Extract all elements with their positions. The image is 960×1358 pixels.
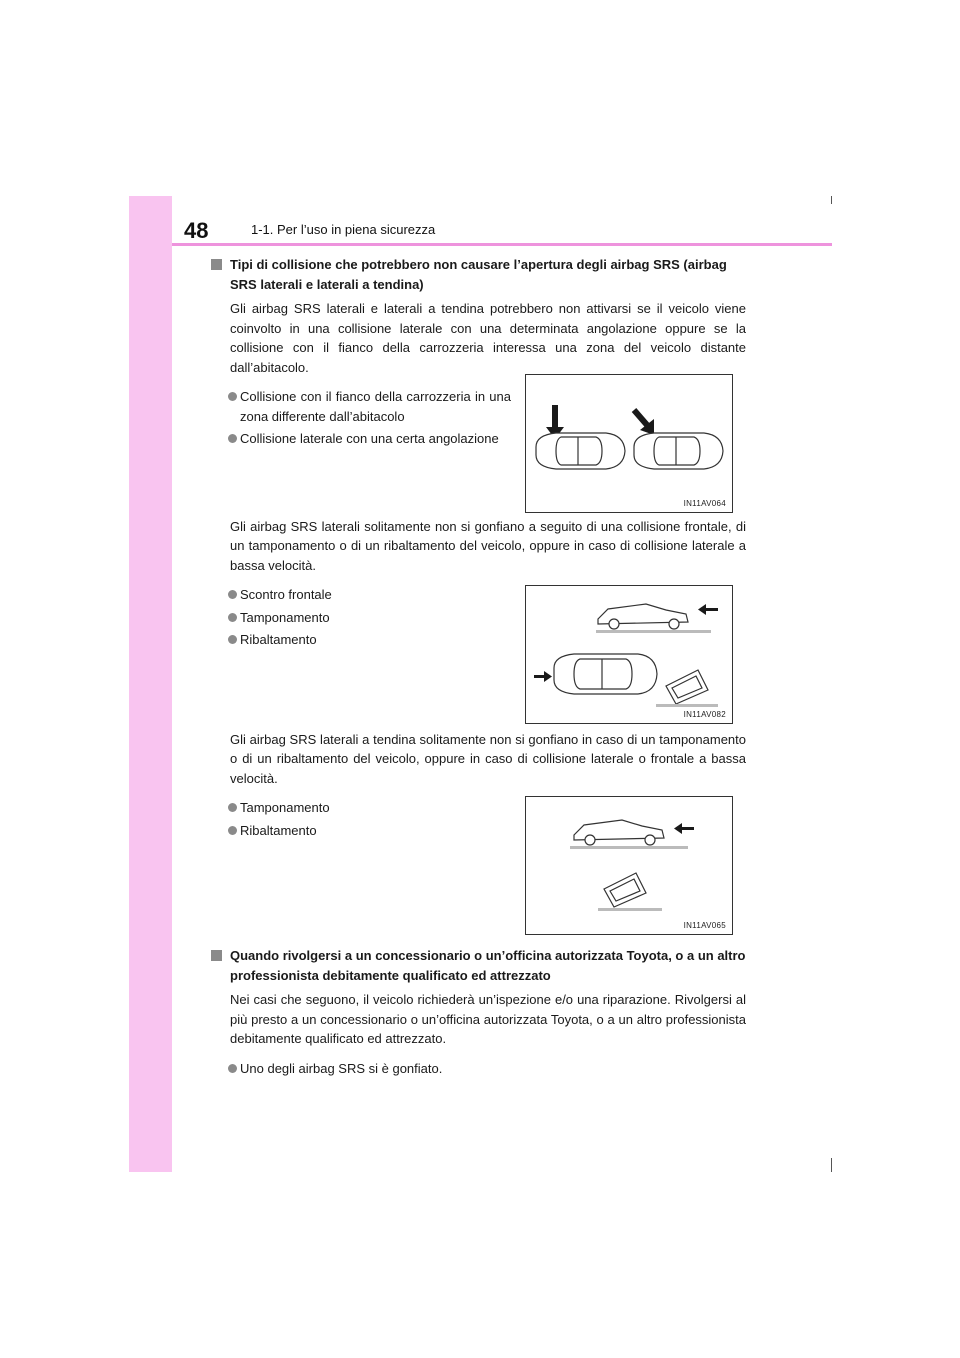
figure-frontal-rear-rollover: [525, 585, 733, 724]
side-collision-illustration: [526, 375, 732, 512]
ground-line: [598, 908, 662, 911]
list-item: Uno degli airbag SRS si è gonfiato.: [211, 1059, 746, 1079]
crop-mark: [831, 196, 832, 204]
bullet-list: [211, 798, 511, 840]
figure-side-collision: [525, 374, 733, 513]
paragraph: Gli airbag SRS laterali e laterali a tendina potrebbero non attivarsi se il veicolo viene coinvolto in una collisione laterale con una determinata angolazione oppure se la collisione con il fianco della carrozzeria interessa una zona del veicolo distante dall’abitacolo.: [230, 301, 746, 375]
paragraph: Gli airbag SRS laterali solitamente non si gonfiano a seguito di una collisione frontale, di un tamponamento o di un ribaltamento del veicolo, oppure in caso di collisione laterale a bassa velocità.: [230, 518, 746, 573]
bullet-dot-icon: [228, 803, 237, 812]
list-item: Collisione laterale con una certa angolazione: [211, 429, 511, 449]
list-item: Tamponamento: [211, 608, 511, 628]
page-content: [211, 255, 746, 843]
ground-line: [596, 630, 711, 633]
ground-line: [570, 846, 688, 849]
section-heading: Quando rivolgersi a un concessionario o un’officina autorizzata Toyota, o a un altro professionista debitamente qualificato ed attrezzato: [211, 946, 746, 985]
curtain-airbag-illustration: [526, 797, 732, 934]
collision-types-illustration: [526, 586, 732, 723]
figure-code: IN11AV065: [683, 921, 726, 930]
list-item: Tamponamento: [211, 798, 511, 818]
paragraph: Gli airbag SRS laterali a tendina solitamente non si gonfiano in caso di un tamponamento o di un ribaltamento del veicolo, oppure in caso di collisione laterale o frontale a bassa velocità.: [230, 731, 746, 786]
chapter-tab-bar: [129, 196, 172, 1172]
list-item: Ribaltamento: [211, 821, 511, 841]
bullet-dot-icon: [228, 590, 237, 599]
list-item: Collisione con il fianco della carrozzeria in una zona differente dall’abitacolo: [211, 387, 511, 426]
figure-code: IN11AV064: [683, 499, 726, 508]
bullet-dot-icon: [228, 434, 237, 443]
list-item: Scontro frontale: [211, 585, 511, 605]
paragraph: Nei casi che seguono, il veicolo richiederà un’ispezione e/o una riparazione. Rivolgersi al più presto a un concessionario o un’officina autorizzata Toyota, o a un altro professionista debitamente qualificato ed attrezzato.: [230, 992, 746, 1046]
section-heading: Tipi di collisione che potrebbero non causare l’apertura degli airbag SRS (airbag SRS laterali e laterali a tendina): [211, 255, 746, 294]
bullet-dot-icon: [228, 635, 237, 644]
bullet-dot-icon: [228, 1064, 237, 1073]
square-bullet-icon: [211, 950, 222, 961]
page-number: 48: [184, 218, 209, 243]
bullet-dot-icon: [228, 613, 237, 622]
bullet-list: [211, 387, 511, 449]
list-item: Ribaltamento: [211, 630, 511, 650]
figure-code: IN11AV082: [683, 710, 726, 719]
bullet-dot-icon: [228, 826, 237, 835]
square-bullet-icon: [211, 259, 222, 270]
section-title: 1-1. Per l’uso in piena sicurezza: [251, 222, 436, 237]
header-rule: [172, 243, 832, 246]
figure-rear-rollover: [525, 796, 733, 935]
page-content-2: [211, 946, 746, 1081]
ground-line: [656, 704, 718, 707]
bullet-dot-icon: [228, 392, 237, 401]
bullet-list: [211, 585, 511, 650]
crop-mark: [831, 1158, 832, 1172]
